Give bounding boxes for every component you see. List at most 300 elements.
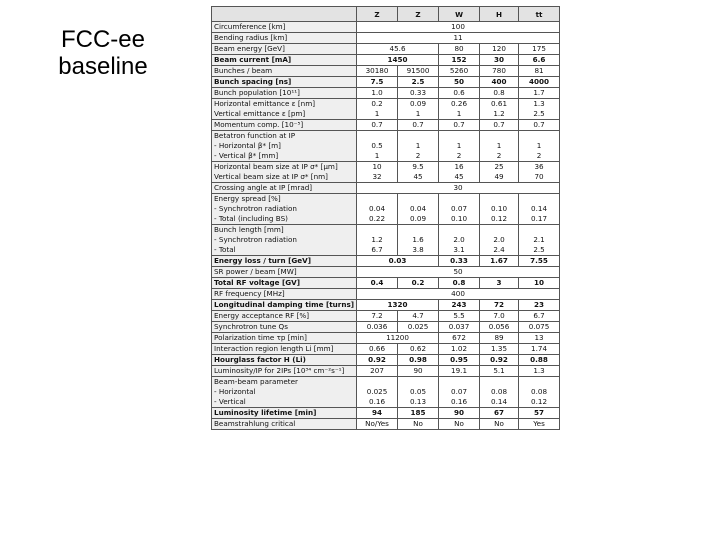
cell-value: 120 — [492, 44, 506, 53]
row-label-line: Energy acceptance RF [%] — [214, 311, 310, 320]
row-label-line: Beamstrahlung critical — [214, 419, 296, 428]
table-row — [212, 183, 560, 194]
cell-value: 780 — [492, 66, 506, 75]
row-label — [212, 267, 357, 278]
cell-value: 50 — [454, 77, 465, 86]
cell-value — [482, 225, 516, 235]
table-cell — [439, 408, 480, 419]
table-cell — [398, 344, 439, 355]
table-row — [212, 162, 560, 183]
row-label-line: Bending radius [km] — [214, 33, 288, 42]
cell-value: 2.0 — [453, 235, 465, 244]
table-cell — [480, 256, 519, 267]
cell-value: No — [494, 419, 504, 428]
table-cell — [398, 66, 439, 77]
cell-value: 57 — [534, 408, 545, 417]
cell-value: 0.4 — [370, 278, 384, 287]
table-cell — [357, 408, 398, 419]
row-label-line: Bunch length [mm] — [214, 225, 284, 234]
cell-value: 70 — [534, 172, 544, 181]
cell-value: 1 — [496, 141, 502, 150]
table-cell — [439, 377, 480, 408]
table-cell — [357, 344, 398, 355]
table-cell — [480, 77, 519, 88]
cell-value: 10 — [534, 278, 545, 287]
table-cell — [439, 44, 480, 55]
table-cell — [357, 322, 398, 333]
cell-value: 0.05 — [410, 387, 427, 396]
row-label — [212, 44, 357, 55]
table-cell — [519, 278, 560, 289]
table-cell — [519, 120, 560, 131]
row-label — [212, 99, 357, 120]
cell-value: 3 — [496, 278, 502, 287]
cell-value: 94 — [372, 408, 383, 417]
cell-value: 5260 — [449, 66, 469, 75]
cell-value: 0.26 — [451, 99, 468, 108]
row-label — [212, 377, 357, 408]
table-cell — [519, 408, 560, 419]
row-label — [212, 33, 357, 44]
cell-value: 0.10 — [451, 214, 468, 223]
row-label — [212, 311, 357, 322]
table-row — [212, 278, 560, 289]
cell-value: No — [454, 419, 464, 428]
table-cell — [357, 66, 398, 77]
cell-value: 0.09 — [410, 214, 427, 223]
cell-value: 80 — [454, 44, 464, 53]
table-cell — [519, 333, 560, 344]
cell-value: 2.5 — [533, 245, 545, 254]
row-label-line: Crossing angle at IP [mrad] — [214, 183, 313, 192]
table-row — [212, 194, 560, 225]
cell-value — [482, 377, 516, 387]
table-row — [212, 419, 560, 430]
table-cell — [480, 225, 519, 256]
cell-value: 0.12 — [491, 214, 508, 223]
row-label — [212, 22, 357, 33]
table-cell — [357, 355, 398, 366]
row-label-line: Luminosity/IP for 2IPs [10³⁴ cm⁻²s⁻¹] — [214, 366, 345, 375]
row-label — [212, 55, 357, 66]
table-row — [212, 344, 560, 355]
table-cell — [480, 355, 519, 366]
table-cell — [519, 162, 560, 183]
table-cell — [398, 162, 439, 183]
table-cell — [480, 408, 519, 419]
cell-value: 100 — [451, 22, 465, 31]
cell-value: 23 — [534, 300, 545, 309]
cell-value: 1.0 — [371, 88, 383, 97]
table-cell — [398, 355, 439, 366]
cell-value: 0.08 — [491, 387, 508, 396]
cell-value: 90 — [454, 408, 465, 417]
table-cell — [439, 419, 480, 430]
row-label-line: Beam current [mA] — [214, 55, 292, 64]
row-label-line: Beam energy [GeV] — [214, 44, 285, 53]
cell-value: 0.16 — [369, 397, 386, 406]
cell-value: 185 — [410, 408, 426, 417]
header-corner — [212, 7, 357, 22]
table-cell — [480, 162, 519, 183]
cell-value — [441, 131, 477, 141]
row-label — [212, 408, 357, 419]
table-cell — [439, 66, 480, 77]
table-row — [212, 355, 560, 366]
cell-value: 50 — [453, 267, 463, 276]
cell-value: 0.025 — [407, 322, 429, 331]
row-label-line: - Vertical β* [mm] — [214, 151, 279, 160]
cell-value: 7.55 — [530, 256, 548, 265]
table-cell — [439, 300, 480, 311]
cell-value — [400, 131, 436, 141]
cell-value: 0.12 — [531, 397, 548, 406]
row-label — [212, 355, 357, 366]
table-cell — [480, 44, 519, 55]
cell-value: 32 — [372, 172, 382, 181]
cell-value: No/Yes — [365, 419, 389, 428]
table-cell — [357, 44, 439, 55]
row-label-line: SR power / beam [MW] — [214, 267, 297, 276]
cell-value: 0.95 — [450, 355, 468, 364]
table-row — [212, 88, 560, 99]
table-cell — [519, 88, 560, 99]
table-cell — [480, 377, 519, 408]
row-label-line: RF frequency [MHz] — [214, 289, 285, 298]
cell-value: 152 — [451, 55, 467, 64]
cell-value: 1.67 — [490, 256, 508, 265]
cell-value — [359, 194, 395, 204]
table-cell — [439, 344, 480, 355]
table-row — [212, 131, 560, 162]
cell-value: 1 — [456, 109, 462, 118]
cell-value: 0.88 — [530, 355, 548, 364]
cell-value: 81 — [534, 66, 544, 75]
row-label-line: - Synchrotron radiation — [214, 204, 297, 213]
table-cell — [439, 355, 480, 366]
cell-value: 2.1 — [533, 235, 545, 244]
table-cell — [439, 333, 480, 344]
table-cell — [357, 366, 398, 377]
table-row — [212, 225, 560, 256]
table-cell — [357, 131, 398, 162]
cell-value: 0.66 — [369, 344, 386, 353]
cell-value: 6.7 — [533, 311, 545, 320]
cell-value: 0.7 — [371, 120, 383, 129]
cell-value: 7.2 — [371, 311, 383, 320]
table-cell — [398, 311, 439, 322]
table-cell — [357, 333, 439, 344]
row-label — [212, 120, 357, 131]
table-cell — [357, 55, 439, 66]
row-label — [212, 131, 357, 162]
table-row — [212, 366, 560, 377]
table-cell — [357, 311, 398, 322]
table-cell — [519, 225, 560, 256]
table-row — [212, 66, 560, 77]
cell-value: 5.5 — [453, 311, 465, 320]
row-label-line: Vertical emittance ε [pm] — [214, 109, 306, 118]
cell-value: 49 — [494, 172, 504, 181]
table-cell — [357, 88, 398, 99]
cell-value: 1.3 — [533, 99, 545, 108]
row-label-line: Interaction region length Li [mm] — [214, 344, 334, 353]
cell-value — [359, 377, 395, 387]
cell-value: 0.16 — [451, 397, 468, 406]
table-row — [212, 333, 560, 344]
cell-value: 0.92 — [368, 355, 386, 364]
table-cell — [519, 366, 560, 377]
cell-value: 25 — [494, 162, 504, 171]
cell-value: 2 — [536, 151, 542, 160]
table-cell — [519, 77, 560, 88]
cell-value — [521, 131, 557, 141]
cell-value — [400, 194, 436, 204]
table-cell — [519, 322, 560, 333]
cell-value: 3.1 — [453, 245, 465, 254]
cell-value: 2.4 — [493, 245, 505, 254]
cell-value: 0.62 — [410, 344, 427, 353]
cell-value: 45 — [454, 172, 464, 181]
cell-value: 0.17 — [531, 214, 548, 223]
row-label-line: - Horizontal β* [m] — [214, 141, 281, 150]
row-label-line: Horizontal emittance ε [nm] — [214, 99, 315, 108]
cell-value: 4000 — [529, 77, 550, 86]
cell-value: 1.2 — [371, 235, 383, 244]
table-row — [212, 311, 560, 322]
table-cell — [439, 99, 480, 120]
row-label — [212, 289, 357, 300]
row-label — [212, 162, 357, 183]
row-label-line: Luminosity lifetime [min] — [214, 408, 317, 417]
cell-value: 0.03 — [388, 256, 407, 265]
cell-value: 1 — [536, 141, 542, 150]
cell-value: 11 — [453, 33, 463, 42]
table-cell — [398, 131, 439, 162]
row-label-line: - Vertical — [214, 397, 246, 406]
cell-value: 30180 — [365, 66, 389, 75]
row-label — [212, 194, 357, 225]
table-cell — [439, 256, 480, 267]
cell-value: 0.6 — [453, 88, 465, 97]
row-label — [212, 344, 357, 355]
cell-value: 0.8 — [493, 88, 505, 97]
table-cell — [439, 194, 480, 225]
table-cell — [357, 77, 398, 88]
cell-value: 0.056 — [488, 322, 510, 331]
cell-value: 0.09 — [410, 99, 427, 108]
slide-title-line: FCC-ee — [60, 26, 145, 53]
cell-value: 45.6 — [389, 44, 406, 53]
table-cell — [398, 419, 439, 430]
cell-value: 0.07 — [451, 204, 468, 213]
table-cell — [398, 408, 439, 419]
cell-value: 0.10 — [491, 204, 508, 213]
cell-value: 0.07 — [451, 387, 468, 396]
cell-value: 175 — [532, 44, 546, 53]
row-label-line: Betatron function at IP — [214, 131, 296, 140]
row-label — [212, 225, 357, 256]
cell-value: 1.6 — [412, 235, 424, 244]
cell-value: 0.08 — [531, 387, 548, 396]
cell-value — [521, 377, 557, 387]
row-label-line: Bunch population [10¹¹] — [214, 88, 300, 97]
table-row — [212, 120, 560, 131]
table-row — [212, 33, 560, 44]
cell-value: 13 — [534, 333, 544, 342]
table-body — [212, 22, 560, 430]
row-label — [212, 366, 357, 377]
table-cell — [519, 256, 560, 267]
column-header: tt — [519, 7, 560, 22]
table-cell — [439, 278, 480, 289]
table-cell — [519, 419, 560, 430]
cell-value: 30 — [453, 183, 463, 192]
cell-value: 3.8 — [412, 245, 424, 254]
table-cell — [480, 55, 519, 66]
table-cell — [357, 278, 398, 289]
cell-value: 72 — [494, 300, 505, 309]
slide-title-line: baseline — [58, 53, 148, 80]
cell-value: 1.02 — [451, 344, 468, 353]
table-row — [212, 256, 560, 267]
cell-value — [441, 225, 477, 235]
cell-value: 1320 — [387, 300, 408, 309]
cell-value: 2 — [496, 151, 502, 160]
cell-value: 0.22 — [369, 214, 386, 223]
row-label-line: Energy spread [%] — [214, 194, 281, 203]
table-cell — [398, 322, 439, 333]
cell-value: 0.61 — [491, 99, 508, 108]
table-cell — [357, 256, 439, 267]
row-label-line: Total RF voltage [GV] — [214, 278, 301, 287]
cell-value: 0.075 — [528, 322, 550, 331]
cell-value — [482, 131, 516, 141]
row-label-line: Vertical beam size at IP σ* [nm] — [214, 172, 328, 181]
cell-value: 2.0 — [493, 235, 505, 244]
row-label — [212, 88, 357, 99]
cell-value: 30 — [494, 55, 505, 64]
cell-value: 89 — [494, 333, 504, 342]
cell-value: Yes — [533, 419, 545, 428]
table-row — [212, 22, 560, 33]
row-label — [212, 322, 357, 333]
row-label-line: Polarization time τp [min] — [214, 333, 307, 342]
table-cell — [480, 311, 519, 322]
cell-value: 1 — [374, 151, 380, 160]
cell-value: 2.5 — [533, 109, 545, 118]
cell-value: No — [413, 419, 423, 428]
cell-value: 6.7 — [371, 245, 383, 254]
cell-value — [400, 377, 436, 387]
cell-value — [441, 194, 477, 204]
slide-title — [48, 26, 158, 80]
table-cell — [398, 377, 439, 408]
cell-value: 36 — [534, 162, 544, 171]
table-cell — [439, 366, 480, 377]
row-label — [212, 300, 357, 311]
table-cell — [398, 366, 439, 377]
cell-value: 11200 — [386, 333, 409, 342]
cell-value — [441, 377, 477, 387]
table-cell — [439, 88, 480, 99]
column-header: Z — [357, 7, 398, 22]
table-cell — [357, 194, 398, 225]
table-cell — [480, 99, 519, 120]
table-cell — [519, 355, 560, 366]
table-cell — [480, 120, 519, 131]
table-cell — [519, 300, 560, 311]
cell-value: 672 — [452, 333, 466, 342]
table-row — [212, 289, 560, 300]
table-cell — [519, 311, 560, 322]
cell-value: 400 — [491, 77, 507, 86]
cell-value: 1.74 — [531, 344, 548, 353]
table-cell — [439, 120, 480, 131]
cell-value: 0.04 — [410, 204, 427, 213]
cell-value — [521, 194, 557, 204]
cell-value: 19.1 — [451, 366, 468, 375]
row-label — [212, 77, 357, 88]
table-cell — [398, 99, 439, 120]
row-label — [212, 66, 357, 77]
table-cell — [519, 44, 560, 55]
table-cell — [480, 344, 519, 355]
parameter-table — [211, 6, 560, 430]
table-cell — [357, 300, 439, 311]
cell-value: 0.13 — [410, 397, 427, 406]
table-cell — [357, 183, 560, 194]
row-label — [212, 333, 357, 344]
table-cell — [439, 77, 480, 88]
cell-value: 0.2 — [411, 278, 425, 287]
table-cell — [480, 366, 519, 377]
table-cell — [519, 131, 560, 162]
cell-value: 5.1 — [493, 366, 505, 375]
table-row — [212, 99, 560, 120]
table-row — [212, 77, 560, 88]
cell-value: 400 — [451, 289, 465, 298]
table-cell — [480, 419, 519, 430]
table-cell — [398, 225, 439, 256]
table-cell — [357, 289, 560, 300]
cell-value: 207 — [370, 366, 384, 375]
row-label — [212, 419, 357, 430]
cell-value: 16 — [454, 162, 464, 171]
table-cell — [357, 225, 398, 256]
table-cell — [480, 333, 519, 344]
row-label-line: Horizontal beam size at IP σ* [μm] — [214, 162, 338, 171]
table-row — [212, 322, 560, 333]
row-label-line: - Total (including BS) — [214, 214, 288, 223]
cell-value: 1 — [415, 109, 421, 118]
table-cell — [398, 120, 439, 131]
cell-value: 1 — [456, 141, 462, 150]
table-cell — [519, 194, 560, 225]
table-row — [212, 377, 560, 408]
cell-value: 1.7 — [533, 88, 545, 97]
cell-value: 1 — [415, 141, 421, 150]
cell-value: 0.025 — [366, 387, 388, 396]
table-row — [212, 44, 560, 55]
table-cell — [398, 278, 439, 289]
row-label-line: Bunch spacing [ns] — [214, 77, 292, 86]
row-label-line: Hourglass factor H (Li) — [214, 355, 306, 364]
cell-value — [359, 131, 395, 141]
table-cell — [519, 55, 560, 66]
table-cell — [439, 131, 480, 162]
cell-value: 4.7 — [412, 311, 424, 320]
